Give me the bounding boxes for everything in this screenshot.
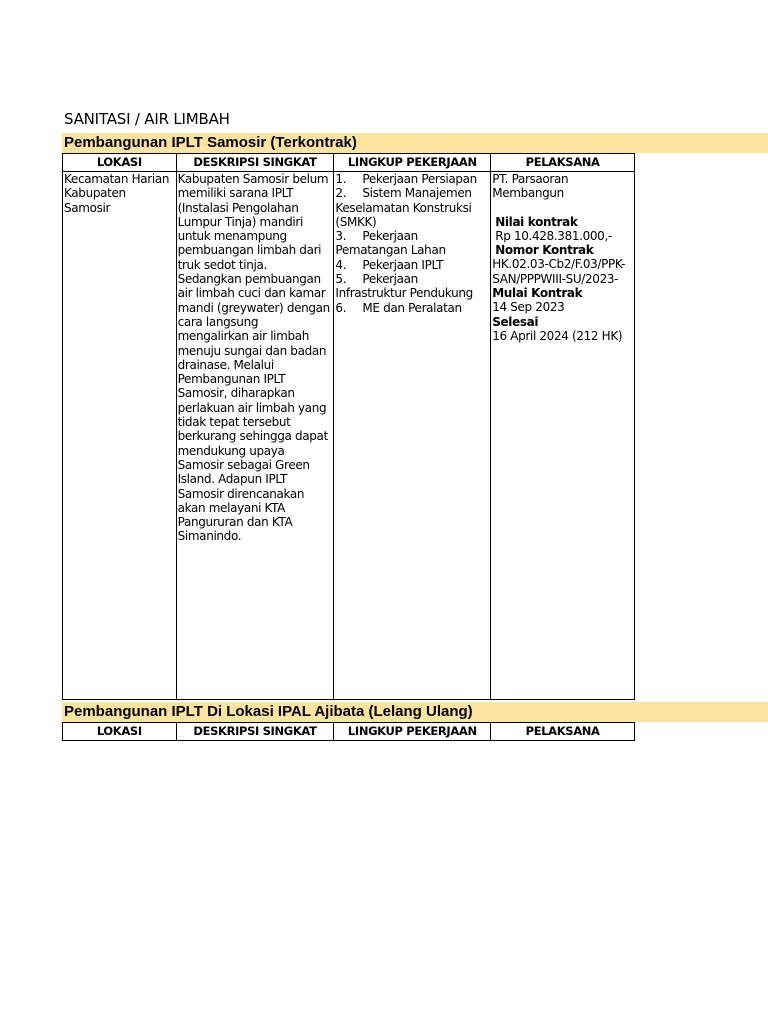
col-header-lokasi: LOKASI <box>63 154 177 172</box>
col-header-lingkup: LINGKUP PEKERJAAN <box>334 154 491 172</box>
cell-lingkup <box>334 172 491 700</box>
section-title-iplt-samosir: Pembangunan IPLT Samosir (Terkontrak) <box>62 133 768 153</box>
section-title-iplt-ajibata: Pembangunan IPLT Di Lokasi IPAL Ajibata (Lelang Ulang) <box>62 702 768 722</box>
lingkup-text: Pekerjaan Persiapan <box>362 172 477 186</box>
lingkup-item <box>335 272 489 301</box>
table-header-row <box>63 154 635 172</box>
lingkup-item <box>335 301 489 315</box>
nilai-kontrak-value: Rp 10.428.381.000,- <box>495 228 612 243</box>
lingkup-num: 2. <box>335 186 347 201</box>
lingkup-num: 5. <box>335 272 347 287</box>
iplt-samosir-table <box>62 153 635 700</box>
lingkup-text: ME dan Peralatan <box>362 300 462 315</box>
col-header-lingkup: LINGKUP PEKERJAAN <box>334 723 491 741</box>
lingkup-num: 3. <box>335 229 347 244</box>
lingkup-text: Pekerjaan Infrastruktur Pendukung <box>335 272 473 301</box>
col-header-deskripsi: DESKRIPSI SINGKAT <box>176 154 334 172</box>
table-header-row <box>63 723 635 741</box>
col-header-deskripsi: DESKRIPSI SINGKAT <box>176 723 334 741</box>
mulai-kontrak-value: 14 Sep 2023 <box>492 300 565 315</box>
lingkup-item <box>335 229 489 258</box>
page-heading: SANITASI / AIR LIMBAH <box>64 110 230 128</box>
lingkup-text: Pekerjaan Pematangan Lahan <box>335 229 446 258</box>
deskripsi-text: Kabupaten Samosir belum memiliki sarana IPLT (Instalasi Pengolahan Lumpur Tinja) mandiri untuk menampung pembuangan limbah dari truk sedot tinja. Sedangkan pembuangan air limbah cuci dan kamar mandi (greywater) dengan cara langsung mengalirkan air limbah menuju sungai dan badan drainase. Melalui Pembangunan IPLT Samosir, diharapkan perlakuan air limbah yang tidak tepat tersebut berkurang sehingga dapat mendukung upaya Samosir sebagai Green Island. Adapun IPLT Samosir direncanakan akan melayani KTA Pangururan dan KTA Simanindo. <box>177 172 330 544</box>
mulai-kontrak-label: Mulai Kontrak <box>492 286 583 301</box>
selesai-value: 16 April 2024 (212 HK) <box>492 328 623 343</box>
table-row <box>63 172 635 700</box>
cell-lokasi <box>63 172 177 700</box>
selesai-label: Selesai <box>492 314 539 329</box>
pelaksana-name: PT. Parsaoran Membangun <box>492 172 569 201</box>
iplt-ajibata-table <box>62 722 635 741</box>
lingkup-text: Pekerjaan IPLT <box>362 257 444 272</box>
col-header-pelaksana: PELAKSANA <box>491 723 635 741</box>
lingkup-item <box>335 186 489 229</box>
lingkup-text: Sistem Manajemen Keselamatan Konstruksi (SMKK) <box>335 186 472 229</box>
nilai-kontrak-label: Nilai kontrak <box>495 214 578 229</box>
nomor-kontrak-label: Nomor Kontrak <box>495 243 594 258</box>
lingkup-num: 4. <box>335 257 347 272</box>
spacer <box>492 201 633 215</box>
cell-pelaksana <box>491 172 635 700</box>
lingkup-item <box>335 258 489 272</box>
col-header-lokasi: LOKASI <box>63 723 177 741</box>
lokasi-text: Kecamatan Harian Kabupaten Samosir <box>64 172 170 215</box>
col-header-pelaksana: PELAKSANA <box>491 154 635 172</box>
cell-deskripsi <box>176 172 334 700</box>
lingkup-item <box>335 172 489 186</box>
lingkup-num: 6. <box>335 300 347 315</box>
lingkup-num: 1. <box>335 172 347 186</box>
nomor-kontrak-value: HK.02.03-Cb2/F.03/PPK-SAN/PPPWIII-SU/2023- <box>492 257 626 286</box>
